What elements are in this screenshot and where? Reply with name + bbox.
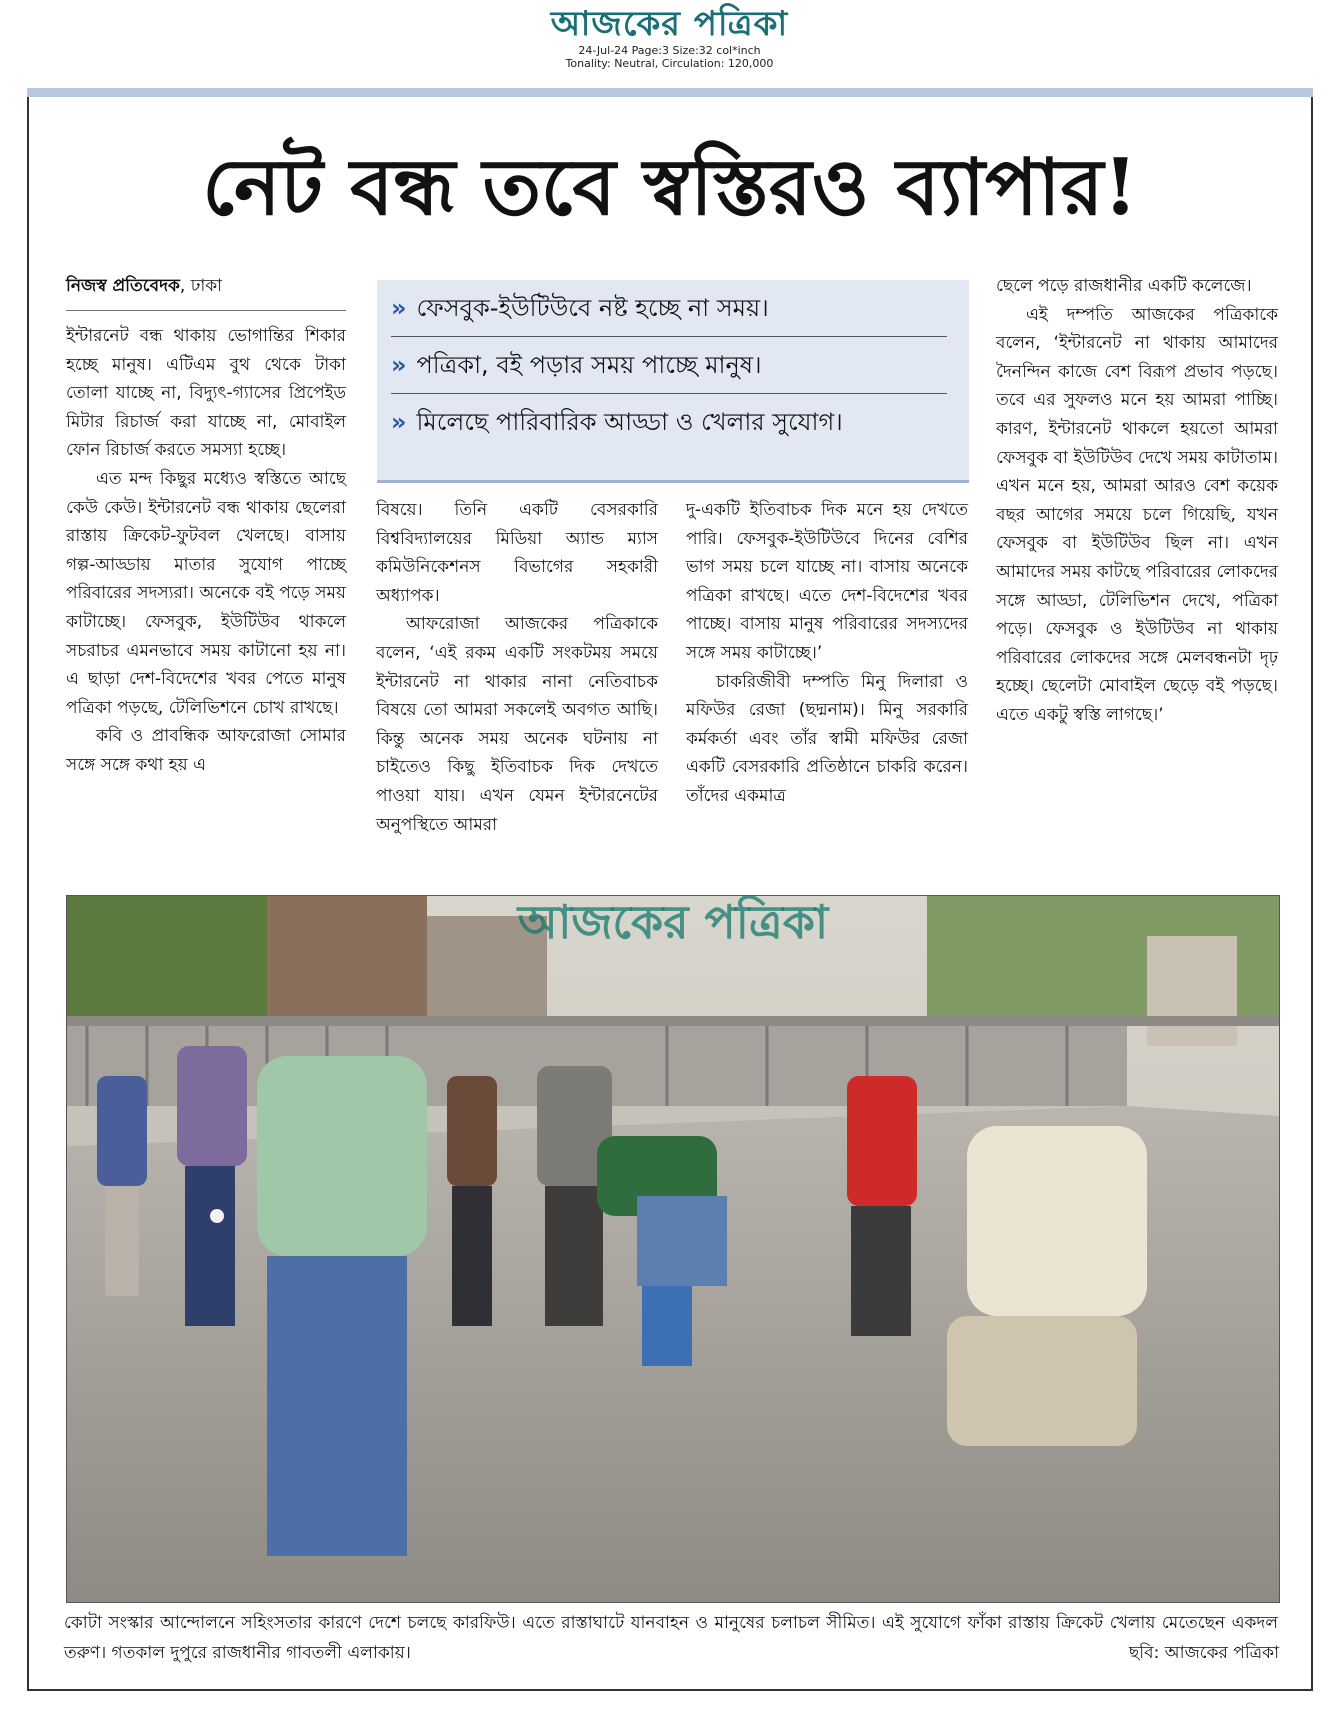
headline: নেট বন্ধ তবে স্বস্তিরও ব্যাপার! [202,142,1138,233]
paragraph: দু-একটি ইতিবাচক দিক মনে হয় দেখতে পারি। ফেসবুক-ইউটিউবে দিনের বেশির ভাগ সময় চলে যাচ্ছে না। বাসায় অনেকে পত্রিকা রাখছে। এতে দেশ-বিদেশের খবর পাচ্ছে। বাসায় মানুষ পরিবারের সদস্যদের সঙ্গে সময় কাটাচ্ছে।’ [686,500,968,663]
article-column-2 [376,496,658,839]
photo-caption: কোটা সংস্কার আন্দোলনে সহিংসতার কারণে দেশে চলছে কারফিউ। এতে রাস্তাঘাটে যানবাহন ও মানুষের চলাচল সীমিত। এই সুযোগে ফাঁকা রাস্তায় ক্রিকেট খেলায় মেতেছেন একদল তরুণ। গতকাল দুপুরে রাজধানীর গাবতলী এলাকায়। [64,1613,1278,1663]
paragraph: চাকরিজীবী দম্পতি মিনু দিলারা ও মফিউর রেজা (ছদ্মনাম)। মিনু সরকারি কর্মকর্তা এবং তাঁর স্বামী মফিউর রেজা একটি বেসরকারি প্রতিষ্ঠানে চাকরি করেন। তাঁদের একমাত্র [686,671,968,806]
street-cricket-photo [67,896,1279,1602]
highlights-box [377,280,969,483]
clipping-meta-line1: 24-Jul-24 Page:3 Size:32 col*inch [578,44,761,57]
article-column-4 [996,272,1278,730]
paragraph: আফরোজা আজকের পত্রিকাকে বলেন, ‘এই রকম একটি সংকটময় সময়ে ইন্টারনেট না থাকার নানা নেতিবাচক বিষয়ে তো আমরা সকলেই অবগত আছি। কিন্তু অনেক সময় অনেক ঘটনায় না চাইতেও কিছু ইতিবাচক দিক দেখতে পাওয়া যায়। এখন যেমন ইন্টারনেটের অনুপস্থিতে আমরা [376,614,658,835]
highlight-text: পত্রিকা, বই পড়ার সময় পাচ্ছে মানুষ। [416,351,762,379]
highlight-item [391,394,947,450]
byline-place: , ঢাকা [179,276,223,296]
chevron-icon: » [391,351,407,379]
chevron-icon: » [391,408,407,436]
paragraph: ছেলে পড়ে রাজধানীর একটি কলেজে। [996,276,1252,296]
newspaper-logo: আজকের পত্রিকা [550,4,789,44]
news-photo [66,895,1280,1603]
highlight-text: ফেসবুক-ইউটিউবে নষ্ট হচ্ছে না সময়। [416,294,769,322]
paragraph: কবি ও প্রাবন্ধিক আফরোজা সোমার সঙ্গে সঙ্গে কথা হয় এ [66,726,346,775]
photo-credit: ছবি: আজকের পত্রিকা [1129,1643,1279,1663]
highlight-item [391,337,947,394]
byline-reporter: নিজস্ব প্রতিবেদক [66,276,180,296]
photo-watermark: আজকের পত্রিকা [517,895,829,949]
chevron-icon: » [391,294,407,322]
paragraph: ইন্টারনেট বন্ধ থাকায় ভোগান্তির শিকার হচ্ছে মানুষ। এটিএম বুথ থেকে টাকা তোলা যাচ্ছে না, বিদ্যুৎ-গ্যাসের প্রিপেইড মিটার রিচার্জ করা যাচ্ছে না, মোবাইল ফোন রিচার্জ করতে সমস্যা হচ্ছে। [66,326,346,461]
masthead [0,4,1339,70]
article-column-3 [686,496,968,811]
clipping-meta-line2: Tonality: Neutral, Circulation: 120,000 [565,57,774,70]
paragraph: এই দম্পতি আজকের পত্রিকাকে বলেন, ‘ইন্টারনেট না থাকায় আমাদের দৈনন্দিন কাজে বেশ বিরূপ প্রভাব পড়ছে। তবে এর সুফলও মনে হয় আমরা পাচ্ছি। কারণ, ইন্টারনেট থাকলে হয়তো আমরা ফেসবুক বা ইউটিউব দেখে সময় কাটাতাম। এখন মনে হয়, আমরা আরও বেশ কয়েক বছর আগের সময়ে চলে গিয়েছি, যখন ফেসবুক বা ইউটিউব ছিল না। এখন আমাদের সময় কাটছে পরিবারের লোকদের সঙ্গে আড্ডা, টেলিভিশন দেখে, পত্রিকা পড়ে। ফেসবুক ও ইউটিউব না থাকায় পরিবারের লোকদের সঙ্গে মেলবন্ধনটা দৃঢ় হচ্ছে। ছেলেটা মোবাইল ছেড়ে বই পড়ছে। এতে একটু স্বস্তি লাগছে।’ [996,304,1279,725]
top-rule [27,88,1313,97]
highlight-item [391,280,947,337]
highlight-text: মিলেছে পারিবারিক আড্ডা ও খেলার সুযোগ। [416,408,843,436]
article-column-1 [66,322,346,780]
paragraph: এত মন্দ কিছুর মধ্যেও স্বস্তিতে আছে কেউ কেউ। ইন্টারনেট বন্ধ থাকায় ছেলেরা রাস্তায় ক্রিকেট-ফুটবল খেলছে। বাসায় গল্প-আড্ডায় মাতার সুযোগ পাচ্ছে পরিবারের সদস্যরা। অনেকে বই পড়ে সময় কাটাচ্ছে। ফেসবুক, ইউটিউব থাকলে সচরাচর এমনভাবে সময় কাটানো হয় না। এ ছাড়া দেশ-বিদেশের খবর পেতে মানুষ পত্রিকা পড়ছে, টেলিভিশনে চোখ রাখছে। [66,468,346,718]
paragraph: বিষয়ে। তিনি একটি বেসরকারি বিশ্ববিদ্যালয়ের মিডিয়া অ্যান্ড ম্যাস কমিউনিকেশনস বিভাগের সহকারী অধ্যাপক। [376,500,658,606]
byline [66,272,346,311]
